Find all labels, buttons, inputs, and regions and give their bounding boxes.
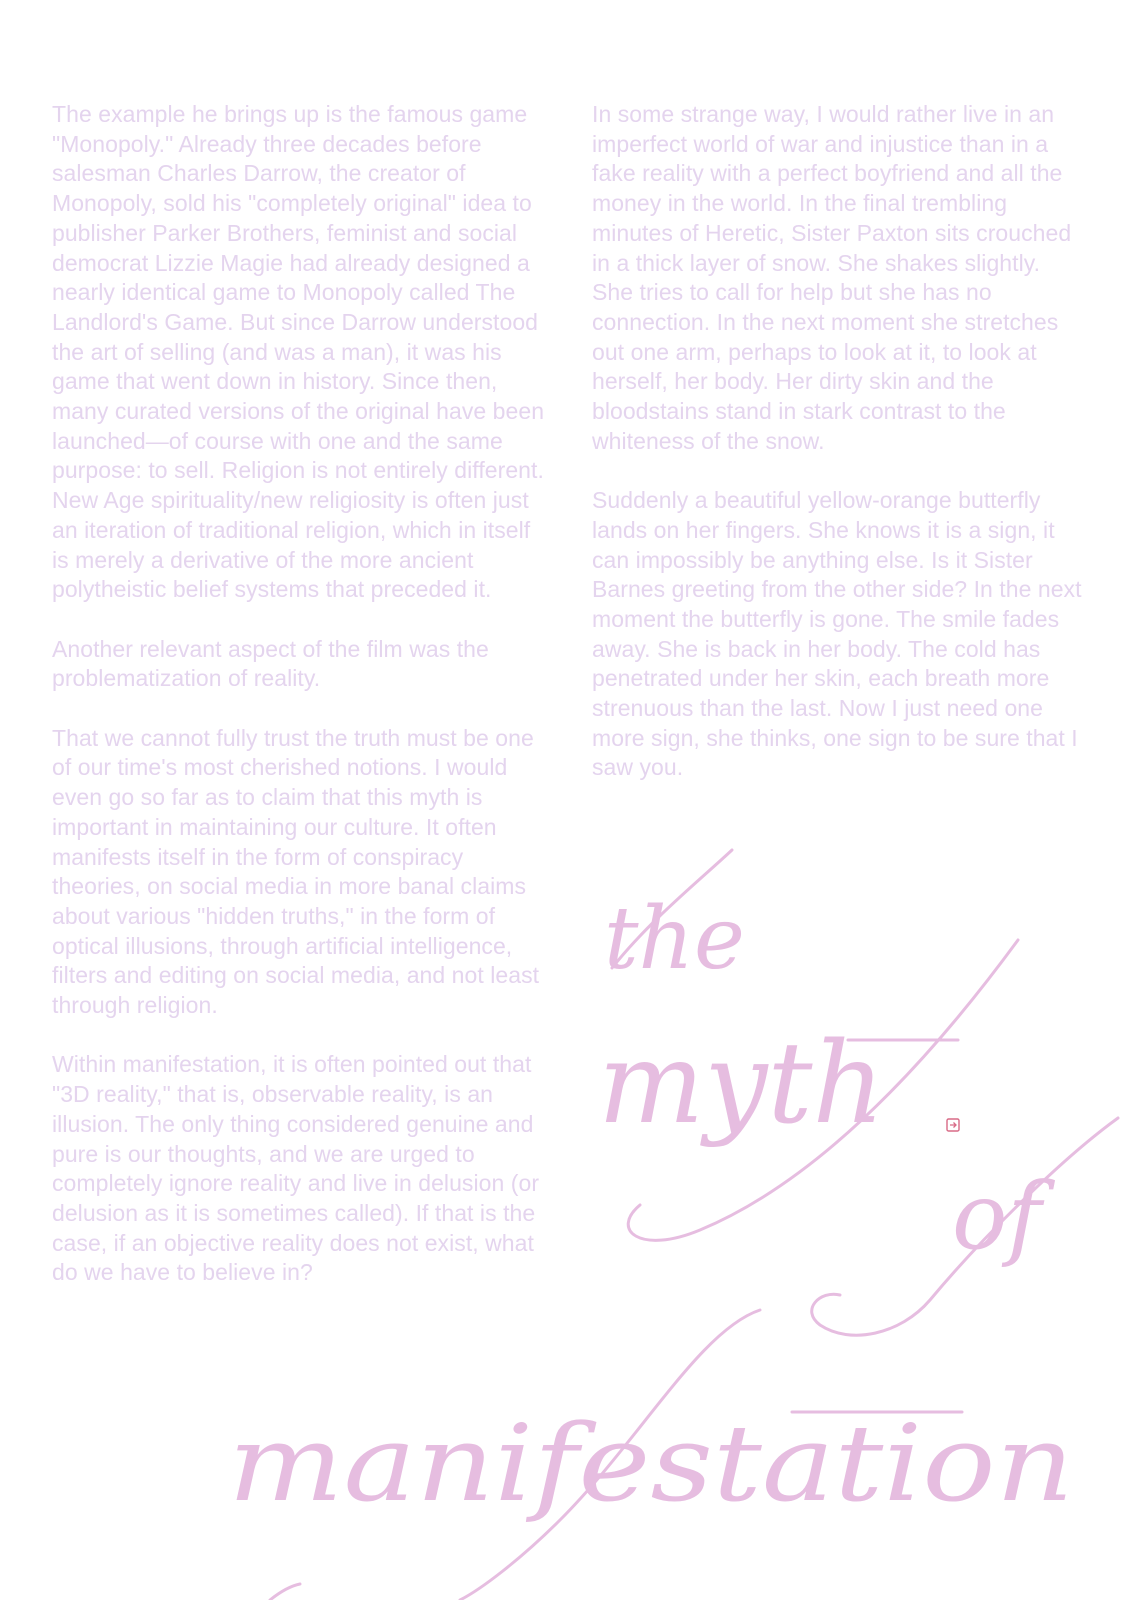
paragraph-imperfect-world: In some strange way, I would rather live in an imperfect world of war and injustice than in a fake reality with a perfect boyfriend and all the money in the world. In the final trembling minutes of Heretic, Sister Paxton sits crouched in a thick layer of snow. She shakes slightly. She tries to call for help but she has no connection. In the next moment she stretches out one arm, perhaps to look at it, to look at herself, her body. Her dirty skin and the bloodstains stand in stark contrast to the whiteness of the snow. xyxy=(592,101,1072,454)
title-word-manifestation: manifestation xyxy=(228,1402,1074,1525)
flourish-the xyxy=(612,850,732,968)
paragraph-monopoly: The example he brings up is the famous game "Monopoly." Already three decades before salesman Charles Darrow, the creator of Monopoly, sold his "completely original" idea to publisher Parker Brothers, feminist and social democrat Lizzie Magie had already designed a nearly identical game to Monopoly called The Landlord's Game. But since Darrow understood the art of selling (and was a man), it was his game that went down in history. Since then, many curated versions of the original have been launched—of course with one and the same purpose: to sell. Religion is not entirely different. New Age spirituality/new religiosity is often just an iteration of traditional religion, which in itself is merely a derivative of the more ancient polytheistic belief systems that preceded it. xyxy=(52,101,545,603)
paragraph-reality-aspect: Another relevant aspect of the film was the problematization of reality. xyxy=(52,635,489,692)
title-word-of: of xyxy=(952,1163,1042,1270)
flourish-bottom xyxy=(270,1584,300,1600)
flourish-myth xyxy=(628,940,1018,1240)
paragraph-butterfly: Suddenly a beautiful yellow-orange butterfly lands on her fingers. She knows it is a sign, it can impossibly be anything else. Is it Sister Barnes greeting from the other side? In the next moment the butterfly is gone. The smile fades away. She is back in her body. The cold has penetrated under her skin, each breath more strenuous than the last. Now I just need one more sign, she thinks, one sign to be sure that I saw you. xyxy=(592,487,1082,781)
left-column xyxy=(52,100,546,1318)
flourish-of xyxy=(812,1118,1118,1335)
flourish-manifestation xyxy=(460,1310,760,1600)
corner-mark-icon xyxy=(946,1118,960,1132)
paragraph-truth: That we cannot fully trust the truth must be one of our time's most cherished notions. I would even go so far as to claim that this myth is important in maintaining our culture. It often manifests itself in the form of conspiracy theories, on social media in more banal claims about various "hidden truths," in the form of optical illusions, through artificial intelligence, filters and editing on social media, and not least through religion. xyxy=(52,724,540,1019)
paragraph-manifestation: Within manifestation, it is often pointed out that "3D reality," that is, observable reality, is an illusion. The only thing considered genuine and pure is our thoughts, and we are urged to completely ignore reality and live in delusion (or delusion as it is sometimes called). If that is the case, if an objective reality does not exist, what do we have to believe in? xyxy=(52,1051,540,1286)
right-column xyxy=(592,100,1086,813)
title-word-the: the xyxy=(604,889,745,989)
title-word-myth: myth xyxy=(598,1019,885,1149)
